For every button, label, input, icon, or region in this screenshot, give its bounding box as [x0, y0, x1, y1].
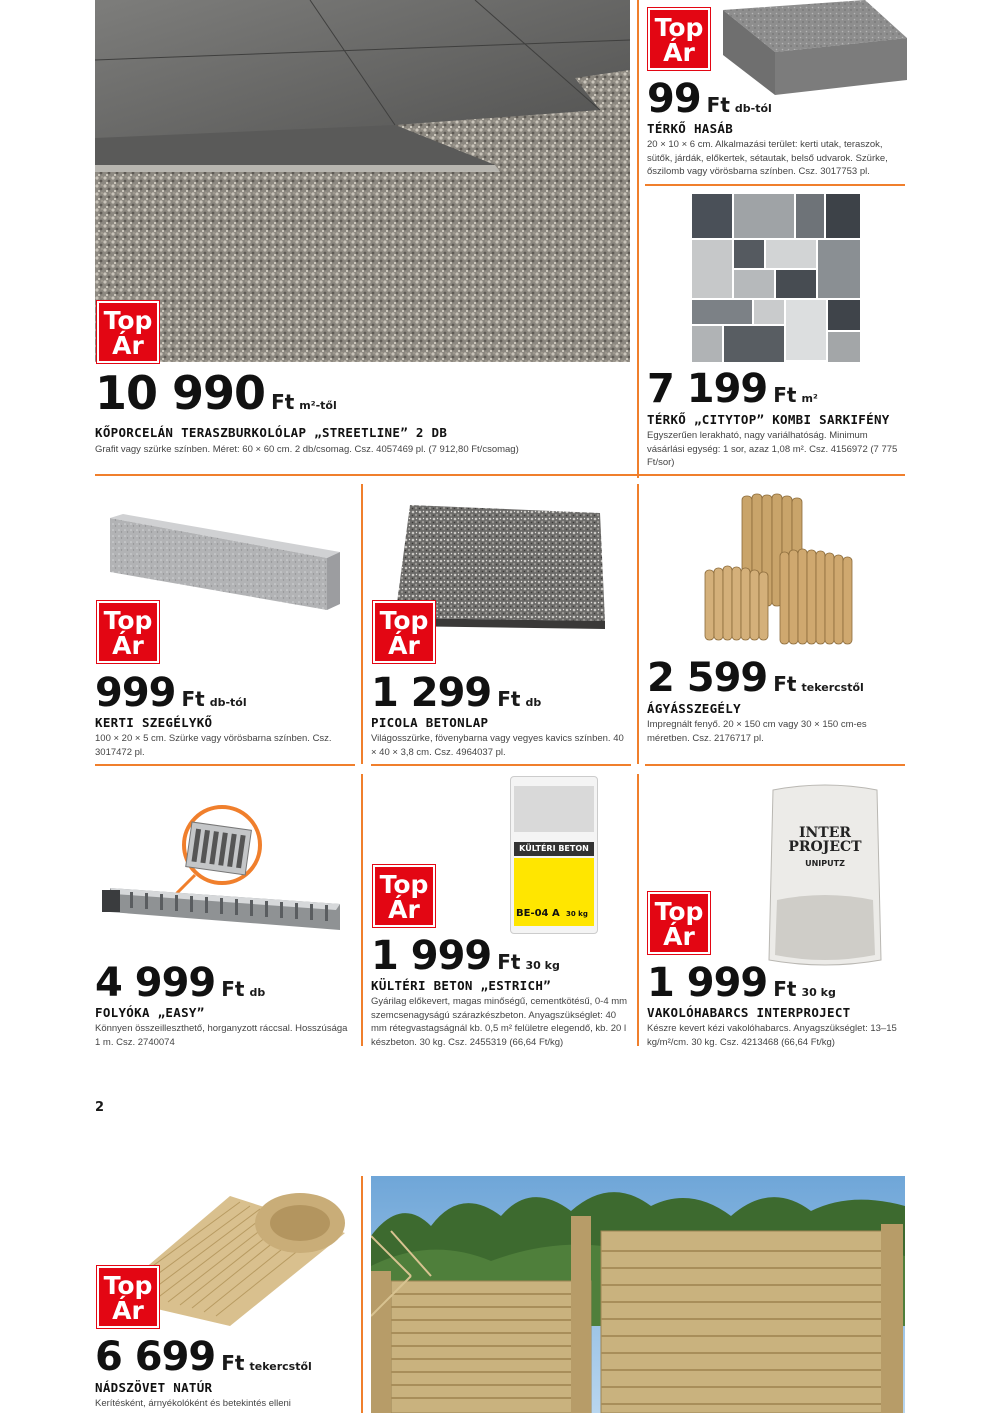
divider	[361, 484, 363, 764]
product-description: Kerítésként, árnyékolóként és betekintés elleni	[95, 1398, 291, 1409]
bag-brand: PROJECT	[788, 839, 862, 855]
product-description: Világosszürke, fövenybarna vagy vegyes kavics színben. 40 × 40 × 3,8 cm. Csz. 4964037 pl.	[371, 733, 624, 758]
agyasszegely-photo	[700, 490, 855, 650]
divider	[637, 774, 639, 1046]
product-title: KŐPORCELÁN TERASZBURKOLÓLAP „STREETLINE” 2 DB	[95, 425, 448, 440]
fence-photo	[371, 1176, 905, 1413]
price: 6 699 Ft tekercstől	[95, 1334, 312, 1380]
bag-brand: INTER	[798, 825, 852, 841]
price: 4 999 Ft db	[95, 960, 266, 1006]
page-number: 2	[95, 1100, 105, 1115]
bag-weight: 30 kg	[566, 910, 588, 918]
product-description: Grafit vagy szürke színben. Méret: 60 × 60 cm. 2 db/csomag. Csz. 4057469 pl. (7 912,80 Ft/csomag)	[95, 444, 519, 455]
price: 7 199 Ft m²	[647, 366, 818, 412]
product-title: TÉRKŐ „CITYTOP” KOMBI SARKIFÉNY	[647, 412, 890, 427]
product-description: Készre kevert kézi vakolóhabarcs. Anyagszükséglet: 13–15 kg/m²/cm. 30 kg. Csz. 4213468 (66,64 Ft/kg)	[647, 1023, 897, 1048]
citytop-photo	[692, 194, 860, 362]
top-ar-badge: Top Ár	[97, 601, 159, 663]
bag-label: KÜLTÉRI BETON	[514, 842, 594, 856]
product-title: TÉRKŐ HASÁB	[647, 121, 734, 136]
product-description: 100 × 20 × 5 cm. Szürke vagy vörösbarna színben. Csz. 3017472 pl.	[95, 733, 332, 758]
price: 1 999 Ft 30 kg	[371, 933, 560, 979]
price: 2 599 Ft tekercstől	[647, 655, 864, 701]
price: 999 Ft db-tól	[95, 670, 247, 716]
divider	[371, 764, 631, 766]
top-ar-badge: Top Ár	[97, 1266, 159, 1328]
product-description: Gyárilag előkevert, magas minőségű, cementkötésű, 0-4 mm szemcsenagyságú szárazkészbeton. Anyagszükséglet: 40 mm rétegvastagságnál kb. 0,5 m² felületre elegendő, kb. 20 l készbeton. 30 kg. Csz. 2455319 (66,64 Ft/kg)	[371, 996, 628, 1048]
vakolo-bag-photo	[765, 780, 885, 970]
price: 1 299 Ft db	[371, 670, 542, 716]
product-title: KERTI SZEGÉLYKŐ	[95, 715, 213, 730]
product-title: KÜLTÉRI BETON „ESTRICH”	[371, 978, 551, 993]
product-description: Impregnált fenyő. 20 × 150 cm vagy 30 × 150 cm-es méretben. Csz. 2176717 pl.	[647, 719, 867, 744]
top-ar-badge: Top Ár	[648, 892, 710, 954]
top-ar-badge: Top Ár	[97, 301, 159, 363]
price: 10 990 Ft m²-től	[95, 366, 337, 420]
bag-code: BE-04 A	[516, 908, 560, 919]
divider	[361, 774, 363, 1046]
product-description: Könnyen összeilleszthető, horganyzott ráccsal. Hosszúsága 1 m. Csz. 2740074	[95, 1023, 348, 1048]
product-description: Egyszerűen lerakható, nagy variálhatóság. Minimum vásárlási egység: 1 sor, azaz 1,08 m². Csz. 4156972 (7 775 Ft/sor)	[647, 430, 898, 468]
product-title: PICOLA BETONLAP	[371, 715, 489, 730]
bag-product: UNIPUTZ	[805, 859, 845, 868]
top-ar-badge: Top Ár	[373, 865, 435, 927]
divider	[637, 484, 639, 764]
divider	[361, 1176, 363, 1413]
folyoka-photo	[100, 800, 350, 950]
divider	[645, 764, 905, 766]
product-title: FOLYÓKA „EASY”	[95, 1005, 205, 1020]
divider	[95, 764, 355, 766]
beton-bag-photo	[508, 776, 600, 936]
top-ar-badge: Top Ár	[373, 601, 435, 663]
product-title: NÁDSZÖVET NATÚR	[95, 1380, 213, 1395]
streetline-photo	[95, 0, 630, 362]
top-ar-badge: Top Ár	[648, 8, 710, 70]
price: 1 999 Ft 30 kg	[647, 960, 836, 1006]
divider	[645, 184, 905, 186]
divider	[637, 0, 639, 478]
product-title: ÁGYÁSSZEGÉLY	[647, 701, 741, 716]
divider	[95, 474, 905, 476]
product-description: 20 × 10 × 6 cm. Alkalmazási terület: kerti utak, teraszok, sütők, járdák, előkertek, sétautak, belső udvarok. Szürke, őszilomb vagy vörösbarna színben. Csz. 3017753 pl.	[647, 139, 888, 177]
price: 99 Ft db-tól	[647, 76, 772, 122]
product-title: VAKOLÓHABARCS INTERPROJECT	[647, 1005, 851, 1020]
